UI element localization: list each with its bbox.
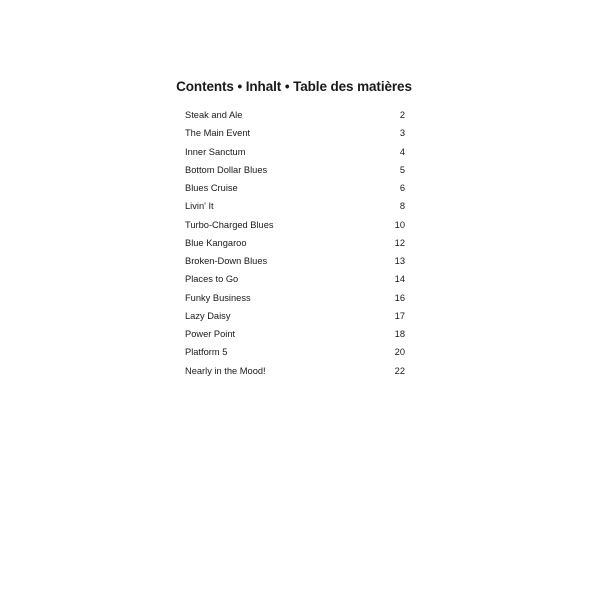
toc-entry-title: Blue Kangaroo <box>185 237 247 248</box>
toc-entry-title: Power Point <box>185 329 236 340</box>
toc-list <box>185 106 405 380</box>
toc-entry-title: Livin' It <box>185 201 214 212</box>
toc-entry-page: 6 <box>399 183 405 194</box>
toc-entry-page: 18 <box>394 329 405 340</box>
toc-entry-page: 10 <box>394 219 405 230</box>
toc-entry-page: 12 <box>394 237 405 248</box>
toc-entry-title: Bottom Dollar Blues <box>185 164 268 175</box>
toc-entry <box>185 124 405 142</box>
toc-entry-page: 2 <box>399 110 405 121</box>
toc-entry-title: Lazy Daisy <box>185 310 231 321</box>
toc-entry <box>185 234 405 252</box>
toc-entry <box>185 289 405 307</box>
toc-entry <box>185 179 405 197</box>
toc-entry-title: Turbo-Charged Blues <box>185 219 274 230</box>
toc-entry <box>185 307 405 325</box>
toc-entry-title: Nearly in the Mood! <box>185 365 266 376</box>
toc-entry-page: 22 <box>394 365 405 376</box>
toc-entry <box>185 270 405 288</box>
toc-entry-title: Inner Sanctum <box>185 146 246 157</box>
toc-entry <box>185 197 405 215</box>
toc-entry-page: 13 <box>394 256 405 267</box>
toc-entry <box>185 325 405 343</box>
toc-entry-page: 16 <box>394 292 405 303</box>
toc-entry-page: 5 <box>399 164 405 175</box>
toc-entry-page: 17 <box>394 310 405 321</box>
toc-entry-page: 20 <box>394 347 405 358</box>
toc-entry-title: Broken-Down Blues <box>185 256 268 267</box>
toc-entry-title: Funky Business <box>185 292 251 303</box>
toc-entry <box>185 143 405 161</box>
toc-entry-title: Steak and Ale <box>185 110 243 121</box>
toc-entry <box>185 216 405 234</box>
toc-entry-page: 8 <box>399 201 405 212</box>
toc-entry-page: 3 <box>399 128 405 139</box>
toc-entry-title: Platform 5 <box>185 347 228 358</box>
toc-entry <box>185 362 405 380</box>
toc-entry <box>185 161 405 179</box>
toc-entry-title: Blues Cruise <box>185 183 238 194</box>
toc-entry-title: The Main Event <box>185 128 251 139</box>
toc-entry-page: 4 <box>399 146 405 157</box>
toc-entry <box>185 252 405 270</box>
toc-title: Contents • Inhalt • Table des matières <box>176 79 412 94</box>
toc-entry-page: 14 <box>394 274 405 285</box>
toc-entry <box>185 343 405 361</box>
toc-entry-title: Places to Go <box>185 274 239 285</box>
toc-entry <box>185 106 405 124</box>
